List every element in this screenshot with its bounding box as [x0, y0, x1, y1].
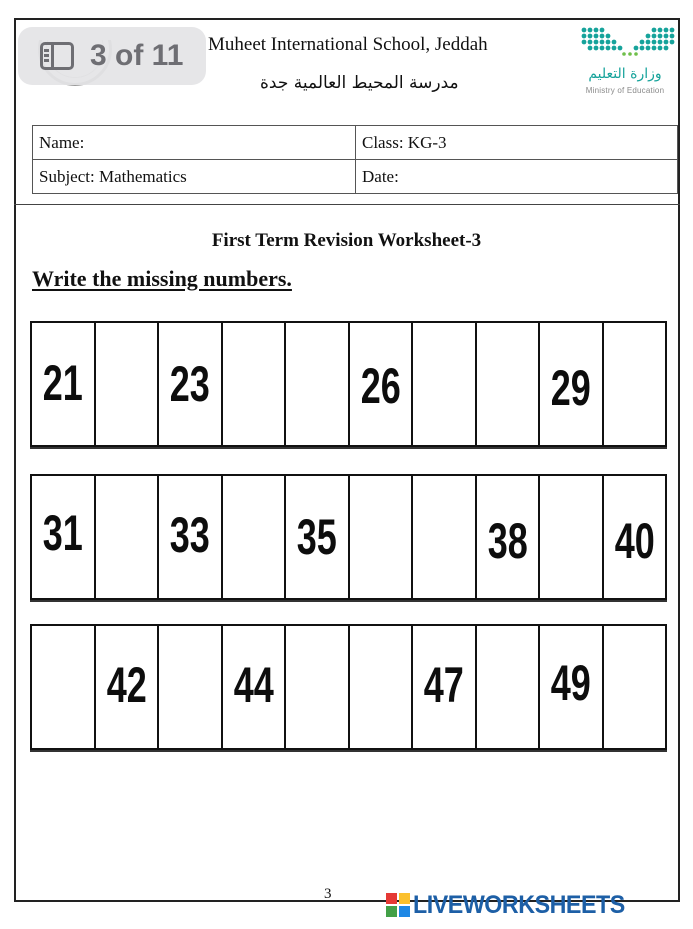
- answer-cell[interactable]: [94, 476, 158, 598]
- answer-cell[interactable]: [602, 626, 666, 748]
- subject-field: Subject: Mathematics: [33, 160, 356, 194]
- number-cell: 38: [475, 476, 539, 598]
- page-number: 3: [324, 886, 332, 902]
- answer-cell[interactable]: [284, 323, 348, 445]
- answer-cell[interactable]: [221, 476, 285, 598]
- header-divider: [14, 204, 680, 205]
- number-cell: 29: [538, 323, 602, 445]
- answer-cell[interactable]: [538, 476, 602, 598]
- answer-cell[interactable]: [157, 626, 221, 748]
- number-cell: 33: [157, 476, 221, 598]
- class-field: Class: KG-3: [356, 126, 678, 160]
- number-cell: 21: [42, 355, 83, 411]
- number-cell: 23: [157, 323, 221, 445]
- liveworksheets-squares-icon: [386, 893, 410, 917]
- answer-cell[interactable]: [284, 626, 348, 748]
- page-counter-text: 3 of 11: [90, 39, 184, 72]
- number-row-3: [30, 624, 667, 750]
- liveworksheets-logo[interactable]: [386, 892, 641, 918]
- liveworksheets-brand-text: LIVEWORKSHEETS: [413, 890, 625, 919]
- number-cell: 44: [221, 626, 285, 748]
- number-row-1: [30, 321, 667, 447]
- answer-cell[interactable]: [348, 476, 412, 598]
- ministry-name-english: Ministry of Education: [585, 86, 665, 95]
- school-name-arabic: مدرسة المحيط العالمية جدة: [260, 73, 459, 93]
- ministry-of-education-logo: [572, 26, 678, 100]
- date-field[interactable]: Date:: [356, 160, 678, 194]
- answer-cell[interactable]: [221, 323, 285, 445]
- number-cell: 42: [94, 626, 158, 748]
- sidebar-toggle-icon[interactable]: [40, 42, 74, 70]
- school-name-english: Muheet International School, Jeddah: [208, 34, 488, 55]
- name-field[interactable]: Name:: [33, 126, 356, 160]
- number-row-2: [30, 474, 667, 600]
- instruction-text: Write the missing numbers.: [32, 266, 292, 291]
- number-cell: 31: [42, 505, 83, 561]
- number-cell: 35: [284, 476, 348, 598]
- ministry-dots-icon: [580, 26, 676, 56]
- answer-cell[interactable]: [348, 626, 412, 748]
- answer-cell[interactable]: [475, 323, 539, 445]
- number-cell: 49: [538, 626, 602, 748]
- answer-cell[interactable]: [32, 626, 94, 748]
- answer-cell[interactable]: [411, 323, 475, 445]
- worksheet-title: First Term Revision Worksheet-3: [211, 230, 482, 251]
- answer-cell[interactable]: [475, 626, 539, 748]
- ministry-name-arabic: وزارة التعليم: [588, 66, 662, 82]
- answer-cell[interactable]: [411, 476, 475, 598]
- number-cell: 40: [602, 476, 666, 598]
- page-counter-badge[interactable]: [18, 27, 206, 85]
- number-cell: 26: [348, 323, 412, 445]
- answer-cell[interactable]: [602, 323, 666, 445]
- answer-cell[interactable]: [94, 323, 158, 445]
- number-cell: 47: [411, 626, 475, 748]
- student-info-table: [32, 125, 678, 194]
